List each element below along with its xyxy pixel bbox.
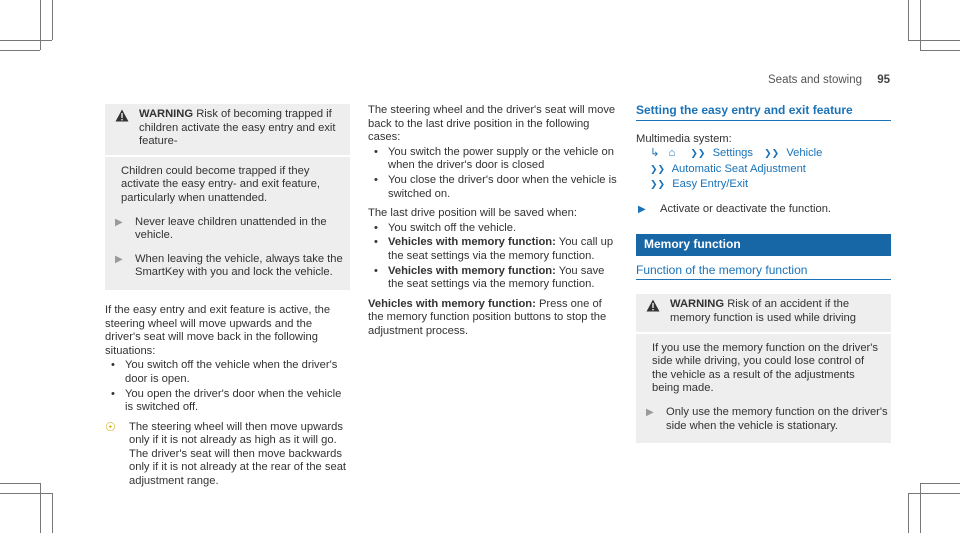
menu-automatic-seat-adjustment: Automatic Seat Adjustment — [671, 162, 806, 175]
crop-mark — [52, 0, 53, 40]
list-item-text: You call up the seat settings via the memory function. — [388, 236, 614, 262]
warning-step-text: When leaving the vehicle, always take the SmartKey with you and lock the vehicle. — [135, 252, 343, 279]
action-text: Activate or deactivate the function. — [660, 202, 832, 215]
note-icon: ☉ — [105, 419, 116, 434]
warning-title-text: Risk of an accident if the memory function is used while driving — [670, 298, 856, 325]
list-item-text: You switch the power supply or the vehicle on when the driver's door is closed — [388, 145, 614, 172]
paragraph-saved: The last drive position will be saved when: — [368, 207, 577, 220]
list-item: • You switch off the vehicle when the driver's door is open. — [105, 359, 350, 386]
warning-step-text: Only use the memory function on the driver's side when the vehicle is stationary. — [666, 406, 888, 432]
double-chevron-icon: ❯❯ — [650, 179, 666, 190]
warning-step-text: Never leave children unattended in the vehicle. — [135, 215, 327, 242]
crop-mark — [0, 50, 40, 51]
arrow-right-icon: ▶ — [638, 203, 646, 215]
warning-triangle-icon — [115, 109, 129, 122]
crop-mark — [920, 483, 960, 484]
menu-path — [636, 146, 891, 193]
paragraph-intro: The steering wheel and the driver's seat will move back to the last drive position in the following cases: — [368, 104, 616, 144]
double-chevron-icon: ❯❯ — [764, 148, 780, 159]
crop-mark — [920, 483, 921, 533]
warning-label: WARNING — [670, 298, 725, 311]
crop-mark — [0, 493, 52, 494]
column-3 — [636, 104, 891, 457]
crop-mark — [0, 40, 52, 41]
list-item-text: You save the seat settings via the memory function. — [388, 264, 605, 291]
menu-path-row — [650, 162, 891, 178]
warning-body: If you use the memory function on the driver's side while driving, you could lose control of the vehicle as a result of the adjustments being made. — [652, 341, 878, 395]
list-item-text: You close the driver's door when the vehicle is switched on. — [388, 173, 617, 200]
warning-title — [670, 298, 883, 325]
warning-step — [636, 406, 891, 433]
crop-mark — [908, 40, 960, 41]
menu-settings: Settings — [712, 147, 753, 160]
crop-mark — [0, 483, 40, 484]
arrow-right-icon: ▶ — [646, 407, 654, 419]
list-item: • Vehicles with memory function: You save the seat settings via the memory function. — [374, 264, 605, 291]
closing-text: Press one of the memory function position buttons to stop the adjustment process. — [368, 297, 607, 337]
list-item-text: You open the driver's door when the vehicle is switched off. — [125, 387, 342, 414]
warning-step — [105, 216, 350, 243]
crop-mark — [908, 493, 909, 533]
warning-title — [139, 108, 342, 149]
crop-mark — [40, 483, 41, 533]
arrow-right-icon: ▶ — [115, 216, 123, 228]
crop-mark — [920, 0, 921, 50]
menu-vehicle: Vehicle — [786, 147, 823, 160]
double-chevron-icon: ❯❯ — [650, 163, 666, 174]
subsection-heading: Function of the memory function — [636, 264, 891, 281]
list-item-bold: Vehicles with memory function: — [388, 236, 556, 249]
list-item: • You close the driver's door when the vehicle is switched on. — [368, 174, 620, 201]
crop-mark — [908, 493, 960, 494]
section-heading: Setting the easy entry and exit feature — [636, 104, 891, 121]
warning-triangle-icon — [646, 299, 660, 312]
warning-label: WARNING — [139, 108, 194, 120]
page-header — [768, 74, 890, 88]
arrow-right-icon: ▶ — [115, 253, 123, 265]
menu-path-row — [650, 146, 891, 162]
note — [105, 421, 350, 489]
section-bar: Memory function — [636, 234, 891, 256]
warning-box — [636, 294, 891, 443]
list-item-text: You switch off the vehicle. — [388, 221, 517, 234]
list-item: • Vehicles with memory function: You call up the seat settings via the memory function. — [374, 236, 614, 262]
list-item: • You open the driver's door when the vehicle is switched off. — [105, 388, 350, 415]
list-item: • You switch off the vehicle. — [374, 221, 517, 234]
column-1 — [105, 104, 350, 489]
action-step — [636, 203, 891, 217]
page-number: 95 — [877, 74, 890, 86]
warning-box — [105, 104, 350, 290]
list-item-text: You switch off the vehicle when the driver's door is open. — [125, 359, 338, 385]
warning-title-text: Risk of becoming trapped if children activate the easy entry and exit feature- — [139, 108, 336, 148]
note-text: The steering wheel will then move upwards only if it is not already as high as it will go. The driver's seat will then move backwards only if it is not already at the rear of the seat adjustment range. — [129, 420, 347, 488]
list-item: • You switch the power supply or the vehicle on when the driver's door is closed — [368, 146, 620, 173]
crop-mark — [920, 50, 960, 51]
paragraph-closing — [368, 298, 620, 339]
warning-header — [105, 104, 350, 157]
warning-header — [636, 294, 891, 333]
menu-easy-entry-exit: Easy Entry/Exit — [672, 178, 749, 191]
crop-mark — [908, 0, 909, 40]
section-title: Seats and stowing — [768, 74, 862, 86]
warning-step — [105, 253, 350, 280]
warning-body: Children could become trapped if they activate the easy entry- and exit feature, particularly when unattended. — [121, 164, 320, 204]
home-icon: ⌂ — [668, 147, 676, 160]
paragraph-intro: If the easy entry and exit feature is active, the steering wheel will move upwards and the driver's seat will move back in the following situations: — [105, 303, 331, 357]
system-label: Multimedia system: — [636, 132, 732, 145]
crop-mark — [52, 493, 53, 533]
return-arrow-icon: ↳ — [650, 147, 660, 160]
list-item-bold: Vehicles with memory function: — [388, 264, 556, 277]
double-chevron-icon: ❯❯ — [690, 148, 706, 159]
menu-path-row — [650, 177, 891, 193]
closing-bold: Vehicles with memory function: — [368, 297, 536, 310]
crop-mark — [40, 0, 41, 50]
column-2 — [368, 104, 620, 339]
